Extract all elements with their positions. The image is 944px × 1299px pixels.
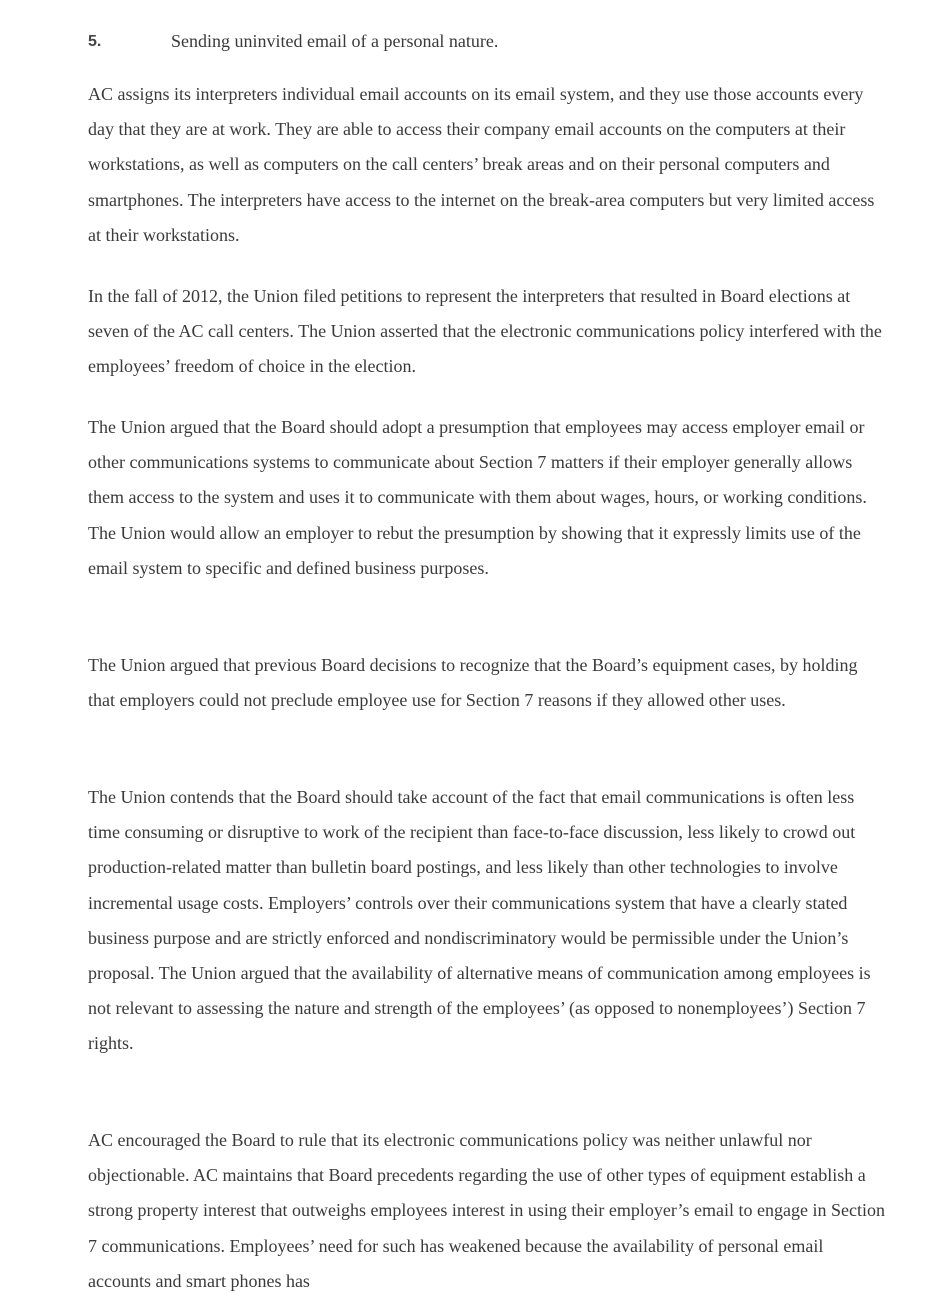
numbered-list-item: [88, 24, 888, 59]
paragraph-union-petitions: In the fall of 2012, the Union filed petitions to represent the interpreters that resulted in Board elections at seven of the AC call centers. The Union asserted that the electronic communications policy interfered with the employees’ freedom of choice in the election.: [88, 286, 882, 377]
list-item-number: 5.: [88, 33, 102, 50]
paragraph-ac-encouraged: AC encouraged the Board to rule that its electronic communications policy was neither unlawful nor objectionable. AC maintains that Board precedents regarding the use of other types of equipment establish a strong property interest that outweighs employees interest in using their employer’s email to engage in Section 7 communications. Employees’ need for such has weakened because the availability of personal email accounts and smart phones has: [88, 1130, 885, 1291]
list-item-text: Sending uninvited email of a personal nature.: [171, 31, 499, 51]
paragraph-union-presumption: The Union argued that the Board should adopt a presumption that employees may access employer email or other communications systems to communicate about Section 7 matters if their employer generally allows them access to the system and uses it to communicate with them about wages, hours, or working conditions. The Union would allow an employer to rebut the presumption by showing that it expressly limits use of the email system to specific and defined business purposes.: [88, 417, 867, 578]
paragraph-board-decisions: The Union argued that previous Board decisions to recognize that the Board’s equipment cases, by holding that employers could not preclude employee use for Section 7 reasons if they allowed other uses.: [88, 655, 858, 711]
paragraph-email-accounts: AC assigns its interpreters individual email accounts on its email system, and they use those accounts every day that they are at work. They are able to access their company email accounts on the computers at their workstations, as well as computers on the call centers’ break areas and on their personal computers and smartphones. The interpreters have access to the internet on the break-area computers but very limited access at their workstations.: [88, 84, 875, 245]
paragraph-union-contends: The Union contends that the Board should take account of the fact that email communications is often less time consuming or disruptive to work of the recipient than face-to-face discussion, less likely to crowd out production-related matter than bulletin board postings, and less likely than other technologies to involve incremental usage costs. Employers’ controls over their communications system that have a clearly stated business purpose and are strictly enforced and nondiscriminatory would be permissible under the Union’s proposal. The Union argued that the availability of alternative means of communication among employees is not relevant to assessing the nature and strength of the employees’ (as opposed to nonemployees’) Section 7 rights.: [88, 787, 871, 1054]
